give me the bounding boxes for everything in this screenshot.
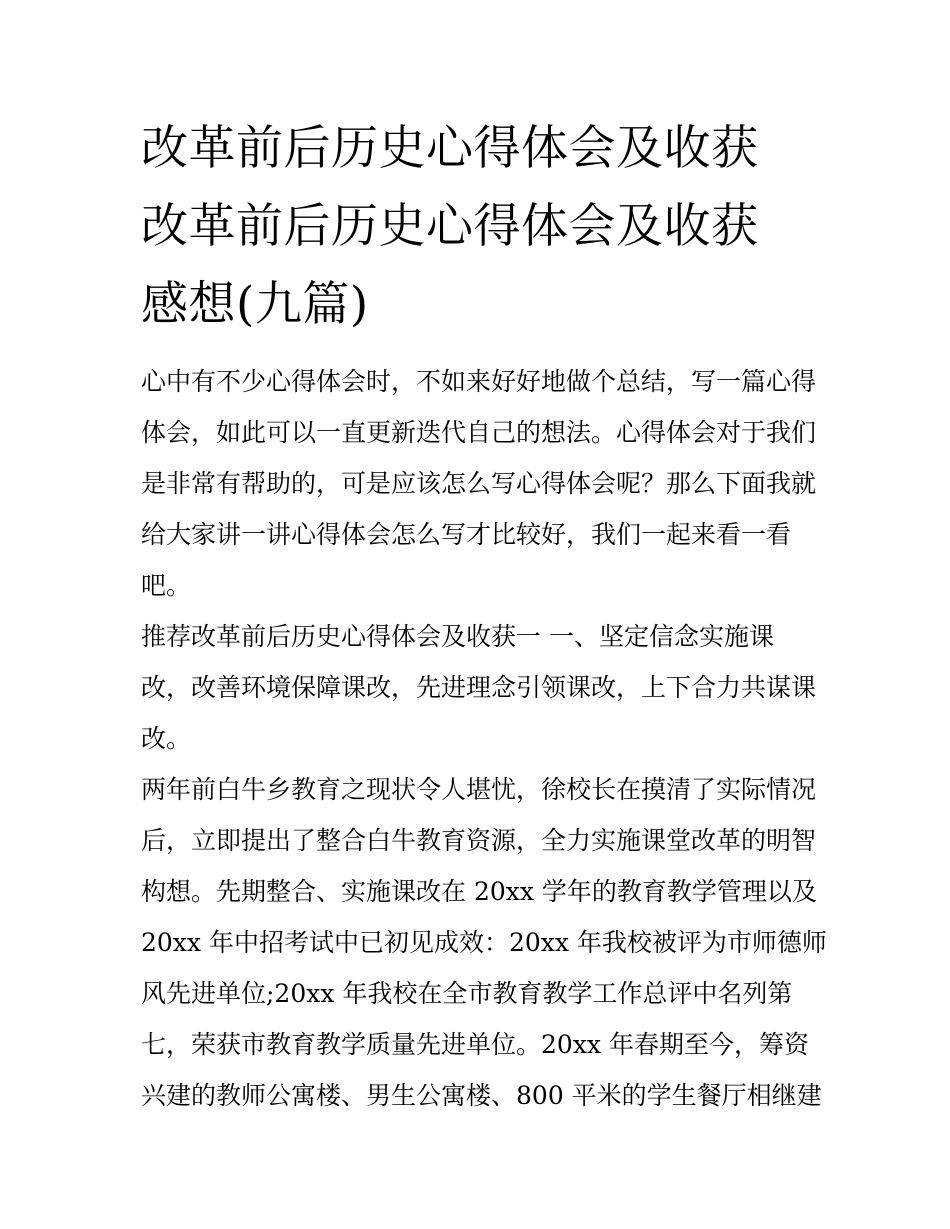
body-text-line: 构想。先期整合、实施课改在 20xx 学年的教育教学管理以及 <box>141 877 817 906</box>
title-line: 感想(九篇) <box>141 277 369 332</box>
body-text-line: 兴建的教师公寓楼、男生公寓楼、800 平米的学生餐厅相继建 <box>141 1081 822 1110</box>
title-line: 改革前后历史心得体会及收获 <box>141 121 759 176</box>
body-text-line: 心中有不少心得体会时，不如来好好地做个总结，写一篇心得 <box>141 367 817 396</box>
title-line: 改革前后历史心得体会及收获 <box>141 199 759 254</box>
body-text-line: 体会，如此可以一直更新迭代自己的想法。心得体会对于我们 <box>141 418 817 447</box>
body-text-line: 吧。 <box>141 571 192 600</box>
body-text-line: 给大家讲一讲心得体会怎么写才比较好，我们一起来看一看 <box>141 520 792 549</box>
body-text-line: 风先进单位;20xx 年我校在全市教育教学工作总评中名列第 <box>141 979 793 1008</box>
body-text-line: 改，改善环境保障课改，先进理念引领课改，上下合力共谋课 <box>141 673 817 702</box>
body-text-line: 20xx 年中招考试中已初见成效：20xx 年我校被评为市师德师 <box>141 928 827 957</box>
document-body <box>141 356 827 1121</box>
body-text-line: 是非常有帮助的，可是应该怎么写心得体会呢？那么下面我就 <box>141 469 817 498</box>
document-title <box>141 110 821 344</box>
body-text-line: 推荐改革前后历史心得体会及收获一 一、坚定信念实施课 <box>141 622 774 651</box>
body-text-line: 七，荣获市教育教学质量先进单位。20xx 年春期至今，筹资 <box>141 1030 809 1059</box>
body-text-line: 两年前白牛乡教育之现状令人堪忧，徐校长在摸清了实际情况 <box>141 775 817 804</box>
body-text-line: 后，立即提出了整合白牛教育资源，全力实施课堂改革的明智 <box>141 826 817 855</box>
body-text-line: 改。 <box>141 724 192 753</box>
